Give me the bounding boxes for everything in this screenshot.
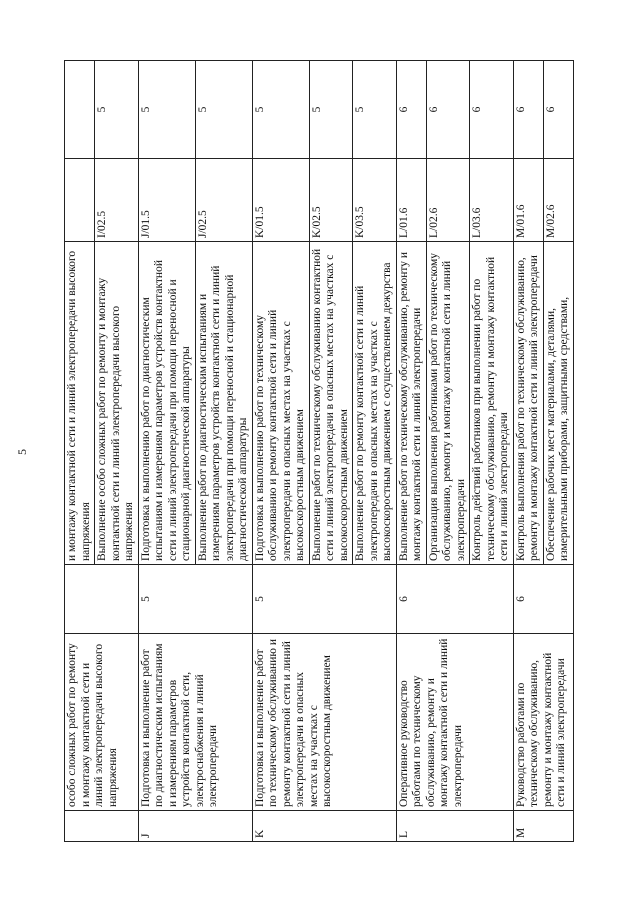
labor-function-code <box>65 159 95 242</box>
generalized-function-name: Руководство работами по техническому обслуживанию, ремонту и монтажу контактной сети и линий электропередачи <box>513 634 573 811</box>
sub-level: 6 <box>543 61 573 159</box>
table-row <box>513 61 543 842</box>
qualification-level: 5 <box>252 565 396 634</box>
labor-function-name: Обеспечение рабочих мест материалами, деталями, измерительными приборами, защитными средствами, <box>543 242 573 565</box>
labor-function-name: Выполнение работ по техническому обслуживанию, ремонту и монтажу контактной сети и линий электропередачи <box>396 242 426 565</box>
generalized-function-name: Подготовка и выполнение работ по диагностическим испытаниям и измерениям параметров устройств контактной сети, электроснабжения и линий электропередачи <box>138 634 252 811</box>
generalized-function-code: K <box>252 811 396 842</box>
qualification-level: 6 <box>396 565 513 634</box>
sub-level: 5 <box>252 61 309 159</box>
labor-function-code: L/02.6 <box>426 159 470 242</box>
labor-function-code: J/02.5 <box>195 159 252 242</box>
generalized-function-code: L <box>396 811 513 842</box>
labor-function-code: L/01.6 <box>396 159 426 242</box>
sub-level: 5 <box>353 61 397 159</box>
labor-function-code: I/02.5 <box>95 159 139 242</box>
sub-level <box>65 61 95 159</box>
labor-function-name: Выполнение работ по техническому обслуживанию контактной сети и линий электропередачи в опасных местах на участках с высокоскоростным движением <box>309 242 353 565</box>
table-row <box>138 61 195 842</box>
sub-level: 6 <box>513 61 543 159</box>
table-row <box>65 61 95 842</box>
generalized-function-name: Оперативное руководство работами по техническому обслуживанию, ремонту и монтажу контактной сети и линий электропередачи <box>396 634 513 811</box>
labor-function-name: Контроль выполнения работ по техническому обслуживанию, ремонту и монтажу контактной сети и линий электропередачи <box>513 242 543 565</box>
qualification-level: 6 <box>513 565 573 634</box>
page-number: 5 <box>15 449 29 455</box>
labor-function-code: M/02.6 <box>543 159 573 242</box>
labor-function-code: K/01.5 <box>252 159 309 242</box>
table-row <box>396 61 426 842</box>
labor-function-name: Выполнение работ по диагностическим испытаниям и измерениям параметров устройств контактной сети и линий электропередачи при помощи переносной и стационарной диагностической аппаратуры <box>195 242 252 565</box>
labor-function-name: и монтажу контактной сети и линий электропередачи высокого напряжения <box>65 242 95 565</box>
rotated-table-container <box>64 60 612 842</box>
labor-function-name: Выполнение работ по ремонту контактной сети и линий электропередачи в опасных местах на участках с высокоскоростным движением с осуществлением дежурства <box>353 242 397 565</box>
labor-function-code: K/03.5 <box>353 159 397 242</box>
generalized-function-name: особо сложных работ по ремонту и монтажу контактной сети и линий электропередачи высокого напряжения <box>65 634 139 811</box>
generalized-function-name: Подготовка и выполнение работ по техническому обслуживанию и ремонту контактной сети и линий электропередачи в опасных местах на участках с высокоскоростным движением <box>252 634 396 811</box>
labor-function-name: Организация выполнения работниками работ по техническому обслуживанию, ремонту и монтажу контактной сети и линий электропередачи <box>426 242 470 565</box>
sub-level: 6 <box>396 61 426 159</box>
labor-function-name: Выполнение особо сложных работ по ремонту и монтажу контактной сети и линий электропередачи высокого напряжения <box>95 242 139 565</box>
sub-level: 5 <box>309 61 353 159</box>
labor-function-name: Подготовка к выполнению работ по диагностическим испытаниям и измерениям параметров устройств контактной сети и линий электропередачи при помощи переносной и стационарной диагностической аппаратуры <box>138 242 195 565</box>
sub-level: 6 <box>470 61 514 159</box>
generalized-function-code: M <box>513 811 573 842</box>
labor-functions-table <box>64 60 574 842</box>
sub-level: 5 <box>195 61 252 159</box>
qualification-level <box>65 565 139 634</box>
sub-level: 5 <box>95 61 139 159</box>
labor-function-code: J/01.5 <box>138 159 195 242</box>
table-row <box>252 61 309 842</box>
generalized-function-code: J <box>138 811 252 842</box>
labor-function-name: Подготовка к выполнению работ по техническому обслуживанию и ремонту контактной сети и линий электропередачи в опасных местах на участках с высокоскоростным движением <box>252 242 309 565</box>
generalized-function-code <box>65 811 139 842</box>
qualification-level: 5 <box>138 565 252 634</box>
labor-function-name: Контроль действий работников при выполнении работ по техническому обслуживанию, ремонту и монтажу контактной сети и линий электропередачи <box>470 242 514 565</box>
sub-level: 6 <box>426 61 470 159</box>
labor-function-code: K/02.5 <box>309 159 353 242</box>
labor-function-code: L/03.6 <box>470 159 514 242</box>
sub-level: 5 <box>138 61 195 159</box>
labor-function-code: M/01.6 <box>513 159 543 242</box>
